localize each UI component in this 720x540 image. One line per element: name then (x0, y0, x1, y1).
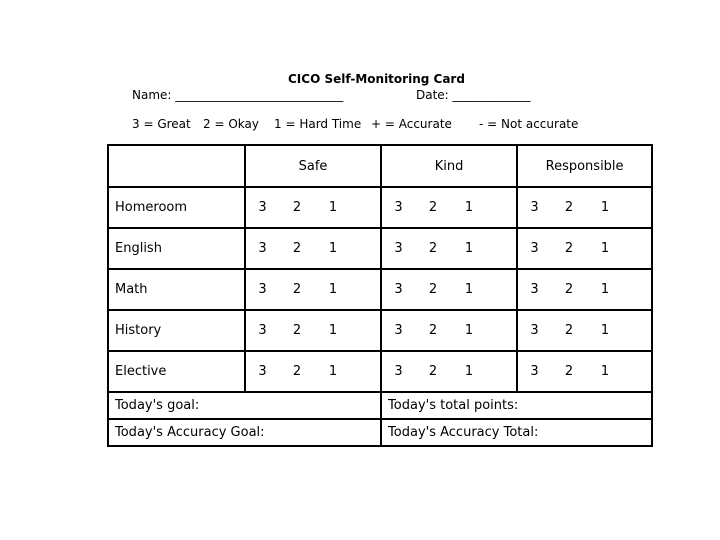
accuracy-row (108, 419, 652, 446)
goal-row (108, 392, 652, 419)
column-header-responsible: Responsible (517, 145, 652, 187)
responsible-score-1[interactable]: 1 (587, 269, 623, 310)
table-row (108, 187, 652, 228)
safe-score-1[interactable]: 1 (315, 228, 351, 269)
kind-accuracy-cell[interactable] (487, 187, 517, 228)
safe-score-2[interactable]: 2 (279, 228, 315, 269)
responsible-score-1[interactable]: 1 (587, 351, 623, 392)
kind-score-2[interactable]: 2 (415, 187, 451, 228)
monitoring-table (107, 144, 653, 447)
kind-accuracy-cell[interactable] (487, 351, 517, 392)
safe-score-2[interactable]: 2 (279, 351, 315, 392)
safe-score-3[interactable]: 3 (245, 351, 279, 392)
kind-score-1[interactable]: 1 (451, 310, 487, 351)
responsible-score-3[interactable]: 3 (517, 269, 551, 310)
responsible-score-2[interactable]: 2 (551, 310, 587, 351)
subject-label: Homeroom (108, 187, 245, 228)
responsible-accuracy-cell[interactable] (623, 228, 652, 269)
kind-score-3[interactable]: 3 (381, 310, 415, 351)
responsible-score-2[interactable]: 2 (551, 228, 587, 269)
table-row (108, 228, 652, 269)
responsible-accuracy-cell[interactable] (623, 269, 652, 310)
responsible-score-1[interactable]: 1 (587, 187, 623, 228)
responsible-score-3[interactable]: 3 (517, 351, 551, 392)
safe-score-2[interactable]: 2 (279, 187, 315, 228)
kind-score-1[interactable]: 1 (451, 187, 487, 228)
responsible-score-2[interactable]: 2 (551, 269, 587, 310)
kind-score-2[interactable]: 2 (415, 310, 451, 351)
kind-score-1[interactable]: 1 (451, 228, 487, 269)
legend-not-accurate: - = Not accurate (479, 117, 579, 131)
total-points-cell[interactable]: Today's total points: (381, 392, 652, 419)
safe-score-3[interactable]: 3 (245, 228, 279, 269)
subject-label: Math (108, 269, 245, 310)
responsible-accuracy-cell[interactable] (623, 187, 652, 228)
todays-goal-cell[interactable]: Today's goal: (108, 392, 381, 419)
safe-score-1[interactable]: 1 (315, 310, 351, 351)
kind-accuracy-cell[interactable] (487, 269, 517, 310)
kind-score-1[interactable]: 1 (451, 351, 487, 392)
responsible-score-3[interactable]: 3 (517, 228, 551, 269)
kind-score-3[interactable]: 3 (381, 228, 415, 269)
safe-accuracy-cell[interactable] (351, 187, 381, 228)
card-title: CICO Self-Monitoring Card (288, 72, 465, 86)
responsible-score-2[interactable]: 2 (551, 351, 587, 392)
table-header-row (108, 145, 652, 187)
safe-accuracy-cell[interactable] (351, 310, 381, 351)
table-body (108, 145, 652, 392)
legend-great: 3 = Great (132, 117, 191, 131)
header-blank (108, 145, 245, 187)
table-footer (108, 392, 652, 446)
responsible-accuracy-cell[interactable] (623, 351, 652, 392)
accuracy-goal-cell[interactable]: Today's Accuracy Goal: (108, 419, 381, 446)
table-row (108, 269, 652, 310)
subject-label: English (108, 228, 245, 269)
safe-accuracy-cell[interactable] (351, 269, 381, 310)
kind-score-2[interactable]: 2 (415, 351, 451, 392)
safe-accuracy-cell[interactable] (351, 228, 381, 269)
kind-accuracy-cell[interactable] (487, 228, 517, 269)
safe-score-1[interactable]: 1 (315, 187, 351, 228)
kind-score-2[interactable]: 2 (415, 228, 451, 269)
subject-label: History (108, 310, 245, 351)
kind-score-1[interactable]: 1 (451, 269, 487, 310)
responsible-score-3[interactable]: 3 (517, 310, 551, 351)
safe-score-2[interactable]: 2 (279, 269, 315, 310)
safe-score-1[interactable]: 1 (315, 351, 351, 392)
legend-okay: 2 = Okay (203, 117, 259, 131)
kind-score-2[interactable]: 2 (415, 269, 451, 310)
legend-accurate: + = Accurate (371, 117, 452, 131)
subject-label: Elective (108, 351, 245, 392)
responsible-score-1[interactable]: 1 (587, 310, 623, 351)
name-field[interactable]: Name: ____________________________ (132, 88, 344, 102)
safe-score-1[interactable]: 1 (315, 269, 351, 310)
responsible-score-3[interactable]: 3 (517, 187, 551, 228)
responsible-score-2[interactable]: 2 (551, 187, 587, 228)
safe-score-3[interactable]: 3 (245, 310, 279, 351)
table-row (108, 310, 652, 351)
column-header-safe: Safe (245, 145, 381, 187)
safe-score-3[interactable]: 3 (245, 269, 279, 310)
table-row (108, 351, 652, 392)
safe-score-2[interactable]: 2 (279, 310, 315, 351)
kind-score-3[interactable]: 3 (381, 269, 415, 310)
safe-score-3[interactable]: 3 (245, 187, 279, 228)
accuracy-total-cell[interactable]: Today's Accuracy Total: (381, 419, 652, 446)
date-field[interactable]: Date: _____________ (416, 88, 531, 102)
responsible-score-1[interactable]: 1 (587, 228, 623, 269)
kind-score-3[interactable]: 3 (381, 351, 415, 392)
safe-accuracy-cell[interactable] (351, 351, 381, 392)
responsible-accuracy-cell[interactable] (623, 310, 652, 351)
column-header-kind: Kind (381, 145, 517, 187)
kind-accuracy-cell[interactable] (487, 310, 517, 351)
kind-score-3[interactable]: 3 (381, 187, 415, 228)
legend-hard-time: 1 = Hard Time (274, 117, 362, 131)
